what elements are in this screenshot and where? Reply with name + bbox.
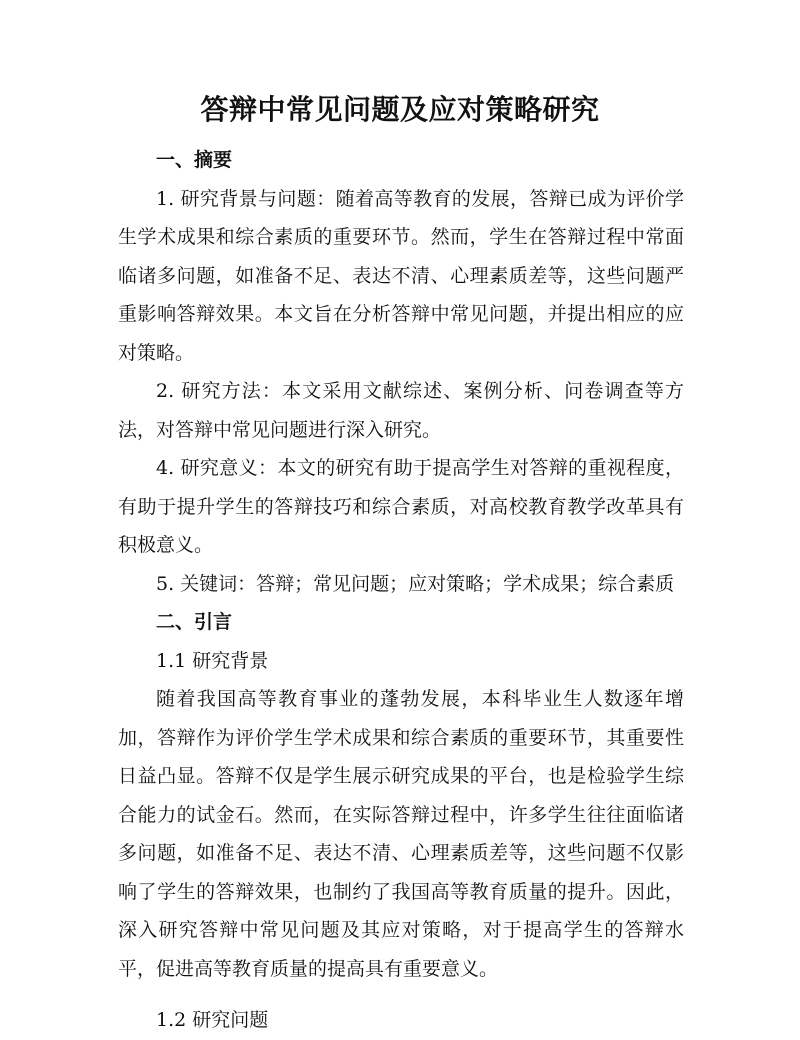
section-1-1-paragraph: 随着我国高等教育事业的蓬勃发展，本科毕业生人数逐年增加，答辩作为评价学生学术成果和综合素质的重要环节，其重要性日益凸显。答辩不仅是学生展示研究成果的平台，也是检验学生综合能力的试金石。然而，在实际答辩过程中，许多学生往往面临诸多问题，如准备不足、表达不清、心理素质差等，这些问题不仅影响了学生的答辩效果，也制约了我国高等教育质量的提升。因此，深入研究答辩中常见问题及其应对策略，对于提高学生的答辩水平，促进高等教育质量的提高具有重要意义。 (118, 688, 684, 980)
abstract-heading: 一、摘要 (156, 149, 233, 171)
document-body (118, 141, 684, 1040)
abstract-item-significance: 4. 研究意义：本文的研究有助于提高学生对答辩的重视程度，有助于提升学生的答辩技巧和综合素质，对高校教育教学改革具有积极意义。 (118, 457, 684, 556)
section-1-2-heading: 1.2 研究问题 (156, 1009, 269, 1031)
abstract-item-background: 1. 研究背景与问题：随着高等教育的发展，答辩已成为评价学生学术成果和综合素质的重要环节。然而，学生在答辩过程中常面临诸多问题，如准备不足、表达不清、心理素质差等，这些问题严重影响答辩效果。本文旨在分析答辩中常见问题，并提出相应的应对策略。 (118, 187, 684, 364)
section-1-1-heading: 1.1 研究背景 (156, 649, 269, 672)
document-title: 答辩中常见问题及应对策略研究 (200, 93, 600, 126)
abstract-item-keywords: 5. 关键词：答辩；常见问题；应对策略；学术成果；综合素质 (156, 572, 675, 595)
abstract-item-method: 2. 研究方法：本文采用文献综述、案例分析、问卷调查等方法，对答辩中常见问题进行深入研究。 (118, 380, 684, 441)
introduction-heading: 二、引言 (156, 611, 233, 633)
